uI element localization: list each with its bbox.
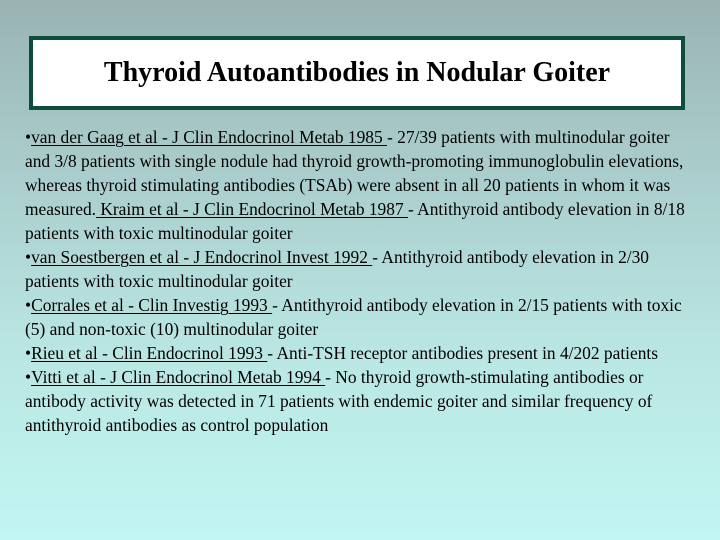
slide-title: Thyroid Autoantibodies in Nodular Goiter	[103, 57, 611, 88]
citation: Kraim et al - J Clin Endocrinol Metab 1987	[95, 199, 408, 219]
bullet-marker: •	[25, 343, 32, 363]
bullet-text: - 27/39 patients with multinodular goiter and 3/8 patients with single nodule had thyroid growth-promoting immunoglobulin elevations, whereas thyroid stimulating antibodies (TSAb) were absent in all 20 patients in whom it was measured.	[25, 127, 684, 219]
bullet-text: - Antithyroid antibody elevation in 2/15 patients with toxic (5) and non-toxic (10) multinodular goiter	[25, 295, 682, 339]
bullet-text: - Antithyroid antibody elevation in 8/18 patients with toxic multinodular goiter	[25, 199, 685, 243]
bullet-marker: •	[25, 367, 32, 387]
bullet-item	[25, 125, 697, 245]
slide-body	[25, 125, 697, 437]
bullet-marker: •	[25, 247, 32, 267]
bullet-marker: •	[25, 295, 32, 315]
bullet-text: - Anti-TSH receptor antibodies present in 4/202 patients	[267, 343, 659, 363]
bullet-item	[25, 365, 697, 437]
citation: Rieu et al - Clin Endocrinol 1993	[31, 343, 268, 363]
citation: van der Gaag et al - J Clin Endocrinol Metab 1985	[31, 127, 388, 147]
bullet-marker: •	[25, 127, 32, 147]
bullet-text: - Antithyroid antibody elevation in 2/30 patients with toxic multinodular goiter	[25, 247, 649, 291]
bullet-text: - No thyroid growth-stimulating antibodies or antibody activity was detected in 71 patients with endemic goiter and similar frequency of antithyroid antibodies as control population	[25, 367, 653, 435]
citation: Vitti et al - J Clin Endocrinol Metab 1994	[31, 367, 326, 387]
bullet-item	[25, 293, 697, 341]
citation: Corrales et al - Clin Investig 1993	[31, 295, 273, 315]
bullet-item	[25, 341, 697, 365]
bullet-item	[25, 245, 697, 293]
title-box	[29, 36, 685, 110]
citation: van Soestbergen et al - J Endocrinol Invest 1992	[31, 247, 373, 267]
